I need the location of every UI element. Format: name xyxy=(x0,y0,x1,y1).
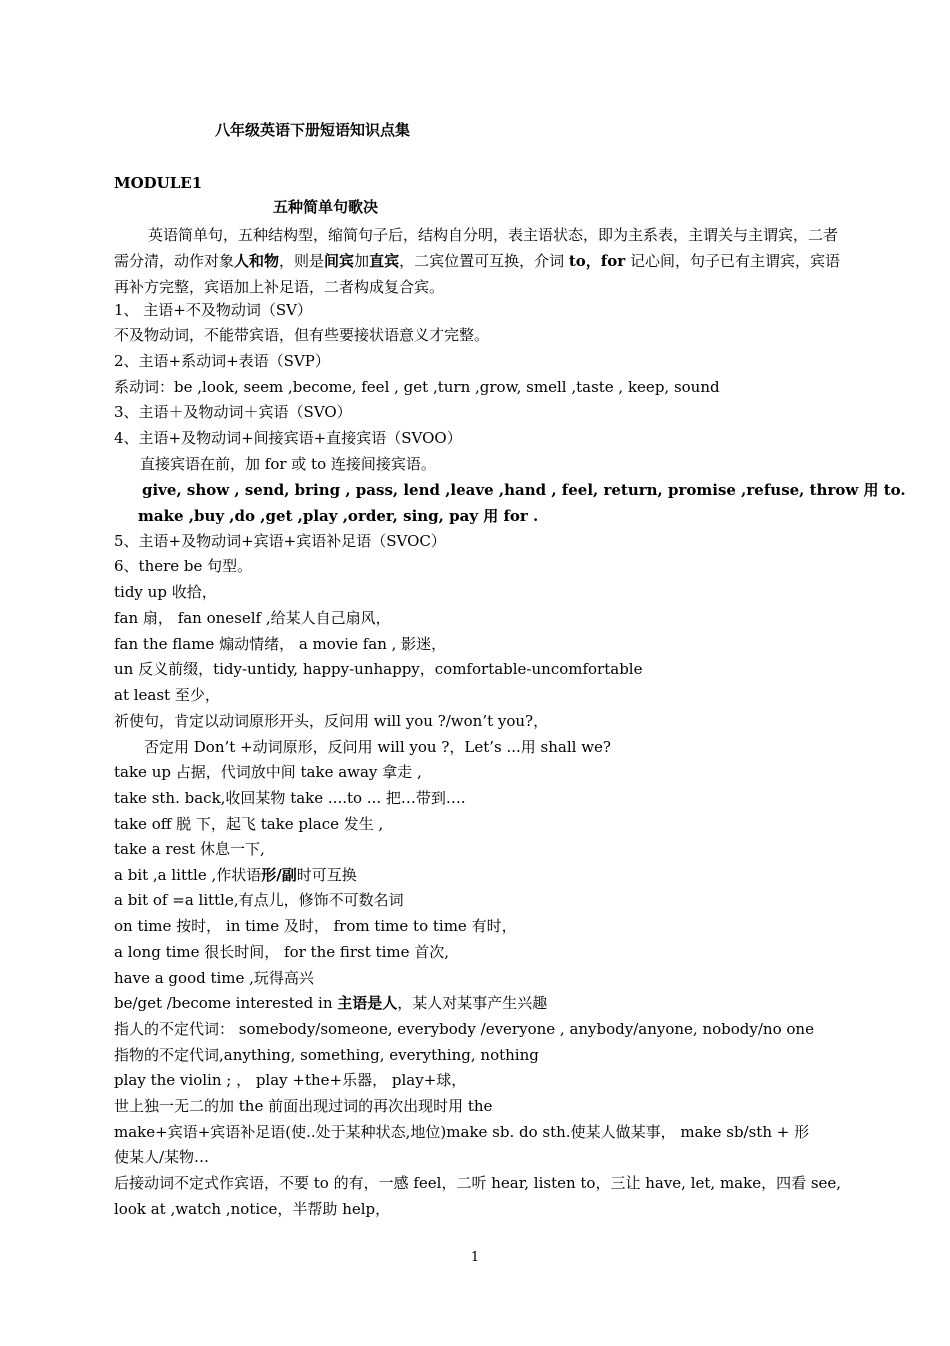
intro-bold: to，for xyxy=(568,252,626,270)
intro-bold: 直宾 xyxy=(369,252,400,270)
text-line: fan 扇， fan oneself ,给某人自己扇风， xyxy=(114,609,391,627)
text-line: 不及物动词，不能带宾语，但有些要接状语意义才完整。 xyxy=(114,326,490,344)
text-line xyxy=(114,994,547,1012)
text-line: take sth. back,收回某物 take ....to ... 把…带到…. xyxy=(114,789,466,807)
text-line: make+宾语+宾语补足语(使..处于某种状态,地位)make sb. do sth.使某人做某事， make sb/sth + 形 xyxy=(114,1123,810,1141)
page-number: 1 xyxy=(470,1250,480,1265)
module-heading: MODULE1 xyxy=(114,174,203,192)
text-line: 使某人/某物… xyxy=(114,1148,210,1166)
text-line: 1、 主语+不及物动词（SV） xyxy=(114,301,312,319)
section-subtitle: 五种简单句歌决 xyxy=(273,198,379,216)
text-line: have a good time ,玩得高兴 xyxy=(114,969,314,987)
text-line: 3、主语＋及物动词＋宾语（SVO） xyxy=(114,403,352,421)
text-line: tidy up 收拾， xyxy=(114,583,217,601)
text-line: fan the flame 煽动情绪， a movie fan , 影迷， xyxy=(114,635,447,653)
text-line-bold: give, show , send, bring , pass, lend ,leave ,hand , feel, return, promise ,refuse, throw 用 to. xyxy=(142,481,906,499)
text-line: a long time 很长时间， for the first time 首次, xyxy=(114,943,450,961)
intro-bold: 间宾 xyxy=(324,252,355,270)
text-line: at least 至少， xyxy=(114,686,220,704)
text-line: 祈使句，肯定以动词原形开头，反问用 will you ?/won’t you?， xyxy=(114,712,549,730)
text-segment: a bit ,a little ,作状语 xyxy=(114,866,262,884)
text-line: 6、there be 句型。 xyxy=(114,557,253,575)
text-segment-bold: 形/副 xyxy=(261,866,297,884)
intro-text: 英语简单句，五种结构型，缩简句子后，结构自分明，表主语状态，即为主系表，主谓关与主谓宾，二者需分清，动作对象 xyxy=(114,226,839,270)
intro-text: 记心间，句子已有主谓宾，宾语再补方完整，宾语加上补足语，二者构成复合宾。 xyxy=(114,252,840,296)
text-line: 直接宾语在前，加 for 或 to 连接间接宾语。 xyxy=(140,455,436,473)
text-line: on time 按时， in time 及时， from time to time 有时， xyxy=(114,917,517,935)
text-line: 指物的不定代词,anything, something, everything, nothing xyxy=(114,1046,539,1064)
text-line: 系动词：be ,look, seem ,become, feel , get ,turn ,grow, smell ,taste , keep, sound xyxy=(114,378,720,396)
intro-text: 加 xyxy=(354,252,370,270)
text-line: take off 脱 下，起飞 take place 发生 , xyxy=(114,815,384,833)
text-segment: ，某人对某事产生兴趣 xyxy=(397,994,548,1012)
text-line: 后接动词不定式作宾语，不要 to 的有，一感 feel，二听 hear, listen to，三让 have, let, make，四看 see, xyxy=(114,1174,842,1192)
text-line: 5、主语+及物动词+宾语+宾语补足语（SVOC） xyxy=(114,532,446,550)
intro-text: ，二宾位置可互换，介词 xyxy=(399,252,569,270)
document-title: 八年级英语下册短语知识点集 xyxy=(215,121,411,139)
text-segment: 时可互换 xyxy=(296,866,357,884)
text-segment-bold: 主语是人 xyxy=(337,994,398,1012)
intro-paragraph xyxy=(114,222,840,300)
text-line: 指人的不定代词： somebody/someone, everybody /everyone , anybody/anyone, nobody/no one xyxy=(114,1020,814,1038)
text-line-bold: make ,buy ,do ,get ,play ,order, sing, pay 用 for . xyxy=(138,507,539,525)
text-segment: be/get /become interested in xyxy=(114,994,338,1012)
text-line: play the violin ; ， play +the+乐器， play+球， xyxy=(114,1071,467,1089)
text-line: take up 占据，代词放中间 take away 拿走 , xyxy=(114,763,422,781)
text-line: 2、主语+系动词+表语（SVP） xyxy=(114,352,330,370)
text-line: look at ,watch ,notice，半帮助 help， xyxy=(114,1200,391,1218)
text-line: 否定用 Don’t +动词原形，反问用 will you ?，Let’s ...用 shall we? xyxy=(144,738,611,756)
text-line: a bit of =a little,有点儿，修饰不可数名词 xyxy=(114,891,404,909)
text-line xyxy=(114,866,357,884)
text-line: 4、主语+及物动词+间接宾语+直接宾语（SVOO） xyxy=(114,429,462,447)
text-line: 世上独一无二的加 the 前面出现过词的再次出现时用 the xyxy=(114,1097,493,1115)
text-line: un 反义前缀，tidy-untidy, happy-unhappy，comfortable-uncomfortable xyxy=(114,660,643,678)
intro-text: ，则是 xyxy=(279,252,325,270)
intro-bold: 人和物 xyxy=(234,252,280,270)
text-line: take a rest 休息一下, xyxy=(114,840,265,858)
